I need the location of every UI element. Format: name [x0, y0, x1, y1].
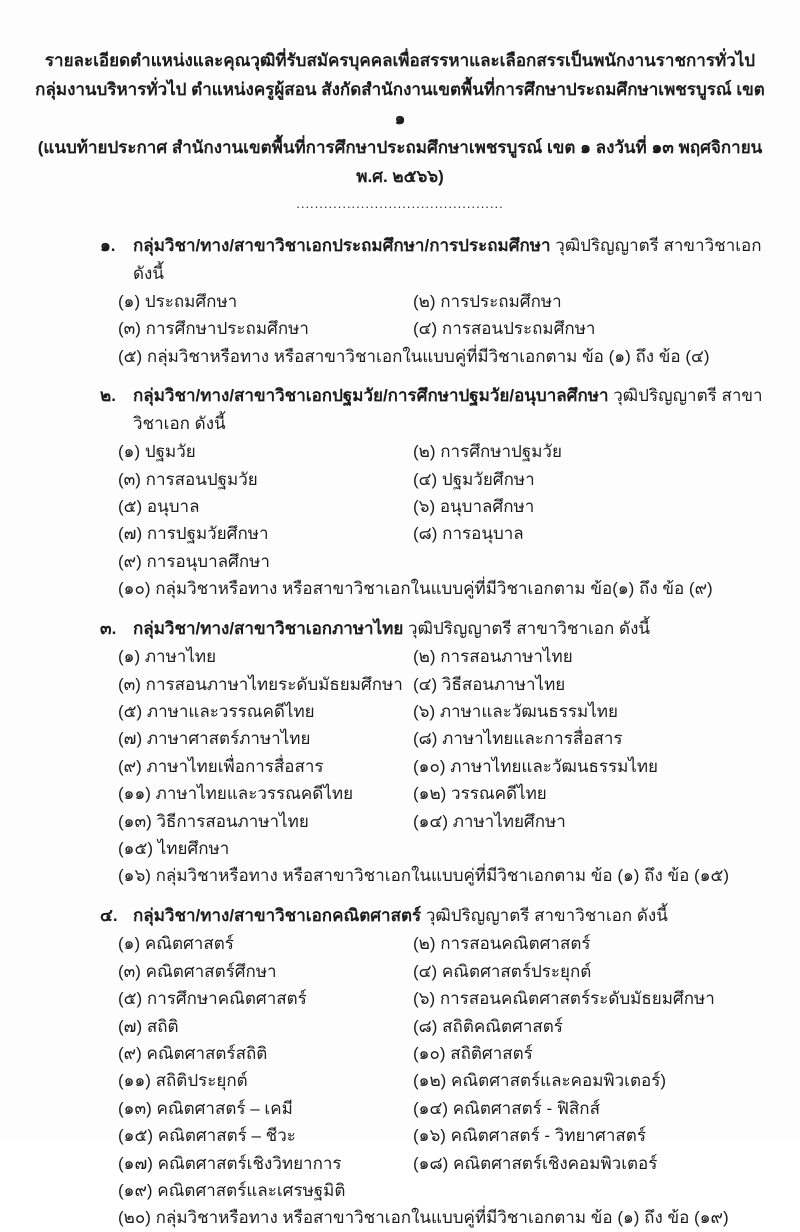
item-row	[118, 343, 770, 370]
subject-item-left: (๑๗) คณิตศาสตร์เชิงวิทยาการ	[118, 1153, 342, 1173]
subject-item-right: (๑๒) คณิตศาสตร์และคอมพิวเตอร์)	[413, 1071, 667, 1091]
section-title-major: กลุ่มวิชา/ทาง/สาขาวิชาเอกคณิตศาสตร์	[133, 905, 422, 925]
item-row	[118, 930, 770, 957]
subject-item-left: (๓) การศึกษาประถมศึกษา	[118, 319, 309, 339]
section-rows	[118, 438, 770, 602]
subject-item-right: (๔) คณิตศาสตร์ประยุกต์	[413, 961, 592, 981]
item-row	[118, 698, 770, 725]
subject-item-left: (๑) คณิตศาสตร์	[118, 934, 234, 954]
subject-item-left: (๑) ประถมศึกษา	[118, 292, 238, 311]
subject-item-right: (๘) การอนุบาล	[413, 524, 524, 544]
section-title-major: กลุ่มวิชา/ทาง/สาขาวิชาเอกภาษาไทย	[133, 618, 404, 638]
subject-item-full: (๑๙) คณิตศาสตร์และเศรษฐมิติ	[118, 1180, 346, 1200]
subject-item-left: (๑) ภาษาไทย	[118, 647, 217, 667]
section-title	[133, 232, 770, 287]
subject-item-right: (๔) ปฐมวัยศึกษา	[413, 469, 535, 489]
section-number: ๔.	[100, 905, 118, 925]
item-row	[118, 835, 770, 862]
item-row	[118, 315, 770, 342]
subject-group-section	[100, 902, 770, 1232]
section-rows	[118, 643, 770, 890]
item-row	[118, 643, 770, 670]
subject-item-right: (๖) ภาษาและวัฒนธรรมไทย	[413, 701, 618, 721]
subject-item-right: (๔) วิธีสอนภาษาไทย	[413, 674, 566, 694]
item-row	[118, 493, 770, 520]
item-row	[118, 1122, 770, 1149]
subject-item-right: (๒) การศึกษาปฐมวัย	[413, 442, 562, 462]
section-title-major: กลุ่มวิชา/ทาง/สาขาวิชาเอกปฐมวัย/การศึกษาปฐมวัย/อนุบาลศึกษา	[133, 386, 609, 406]
subject-item-left: (๑๓) วิธีการสอนภาษาไทย	[118, 811, 309, 831]
section-number: ๒.	[100, 386, 116, 406]
section-rows	[118, 930, 770, 1231]
item-row	[118, 958, 770, 985]
subject-item-full: (๑๖) กลุ่มวิชาหรือทาง หรือสาขาวิชาเอกในแบบคู่ที่มีวิชาเอกตาม ข้อ (๑) ถึง ข้อ (๑๕)	[118, 866, 730, 886]
subject-item-left: (๑๑) สถิติประยุกต์	[118, 1071, 248, 1091]
item-row	[118, 808, 770, 835]
item-row	[118, 725, 770, 752]
subject-item-right: (๑๐) ภาษาไทยและวัฒนธรรมไทย	[413, 756, 659, 776]
subject-item-left: (๗) สถิติ	[118, 1016, 179, 1036]
subject-item-right: (๖) อนุบาลศึกษา	[413, 497, 535, 517]
subject-item-left: (๑๕) คณิตศาสตร์ – ชีวะ	[118, 1126, 296, 1146]
subject-item-right: (๔) การสอนประถมศึกษา	[413, 319, 596, 339]
section-title	[133, 382, 770, 437]
header-line-attachment-note: (แนบท้ายประกาศ สำนักงานเขตพื้นที่การศึกษาประถมศึกษาเพชรบูรณ์ เขต ๑ ลงวันที่ ๑๓ พฤศจิกายน พ.ศ. ๒๕๖๖)	[37, 138, 763, 186]
subject-item-left: (๗) ภาษาศาสตร์ภาษาไทย	[118, 729, 311, 749]
subject-item-right: (๑๐) สถิติศาสตร์	[413, 1043, 533, 1063]
subject-item-left: (๓) การสอนปฐมวัย	[118, 469, 258, 489]
subject-item-left: (๕) การศึกษาคณิตศาสตร์	[118, 989, 307, 1009]
subject-item-left: (๕) ภาษาและวรรณคดีไทย	[118, 701, 315, 721]
subject-item-right: (๑๒) วรรณคดีไทย	[413, 784, 547, 804]
subject-item-left: (๑๑) ภาษาไทยและวรรณคดีไทย	[118, 784, 354, 804]
document-header	[0, 46, 800, 191]
subject-item-right: (๒) การสอนคณิตศาสตร์	[413, 934, 591, 954]
subject-item-right: (๖) การสอนคณิตศาสตร์ระดับมัธยมศึกษา	[413, 989, 715, 1009]
section-heading	[100, 232, 770, 287]
subject-item-left: (๓) การสอนภาษาไทยระดับมัธยมศึกษา	[118, 674, 403, 694]
item-row	[118, 1067, 770, 1094]
item-row	[118, 780, 770, 807]
section-rows	[118, 288, 770, 370]
section-number: ๑.	[100, 236, 116, 255]
subject-item-full: (๕) กลุ่มวิชาหรือทาง หรือสาขาวิชาเอกในแบบคู่ที่มีวิชาเอกตาม ข้อ (๑) ถึง ข้อ (๔)	[118, 346, 710, 366]
item-row	[118, 1040, 770, 1067]
subject-item-left: (๙) ภาษาไทยเพื่อการสื่อสาร	[118, 756, 324, 776]
item-row	[118, 862, 770, 889]
section-heading	[100, 615, 770, 643]
subject-item-right: (๘) สถิติคณิตศาสตร์	[413, 1016, 563, 1036]
subject-item-full: (๙) การอนุบาลศึกษา	[118, 551, 270, 571]
section-title-qualification: วุฒิปริญญาตรี สาขาวิชาเอก ดังนี้	[133, 236, 762, 283]
item-row	[118, 1204, 770, 1231]
item-row	[118, 520, 770, 547]
item-row	[118, 466, 770, 493]
section-title	[133, 615, 650, 643]
item-row	[118, 671, 770, 698]
section-title	[133, 902, 668, 930]
section-number: ๓.	[100, 618, 117, 638]
sections-container	[0, 212, 800, 1232]
header-line-position: กลุ่มงานบริหารทั่วไป ตำแหน่งครูผู้สอน สังกัดสำนักงานเขตพื้นที่การศึกษาประถมศึกษาเพชรบูรณ์ เขต ๑	[35, 80, 765, 128]
item-row	[118, 1177, 770, 1204]
subject-item-right: (๒) การสอนภาษาไทย	[413, 647, 573, 667]
item-row	[118, 985, 770, 1012]
section-title-qualification: วุฒิปริญญาตรี สาขาวิชาเอก ดังนี้	[425, 905, 668, 925]
item-row	[118, 288, 770, 315]
item-row	[118, 1150, 770, 1177]
subject-group-section	[100, 232, 770, 370]
divider-dots: .............................................	[296, 196, 504, 211]
item-row	[118, 753, 770, 780]
subject-item-right: (๑๔) คณิตศาสตร์ - ฟิสิกส์	[413, 1098, 600, 1118]
subject-item-right: (๑๔) ภาษาไทยศึกษา	[413, 811, 566, 831]
header-line-title: รายละเอียดตำแหน่งและคุณวุฒิที่รับสมัครบุคคลเพื่อสรรหาและเลือกสรรเป็นพนักงานราชการทั่วไป	[44, 51, 756, 70]
subject-item-left: (๓) คณิตศาสตร์ศึกษา	[118, 961, 277, 981]
subject-item-left: (๑๓) คณิตศาสตร์ – เคมี	[118, 1098, 293, 1118]
subject-group-section	[100, 615, 770, 890]
subject-item-left: (๗) การปฐมวัยศึกษา	[118, 524, 269, 544]
subject-item-full: (๒๐) กลุ่มวิชาหรือทาง หรือสาขาวิชาเอกในแบบคู่ที่มีวิชาเอกตาม ข้อ (๑) ถึง ข้อ (๑๙)	[118, 1208, 729, 1228]
subject-item-full: (๑๐) กลุ่มวิชาหรือทาง หรือสาขาวิชาเอกในแบบคู่ที่มีวิชาเอกตาม ข้อ(๑) ถึง ข้อ (๙)	[118, 579, 713, 599]
subject-item-right: (๒) การประถมศึกษา	[413, 292, 562, 311]
subject-item-left: (๙) คณิตศาสตร์สถิติ	[118, 1043, 268, 1063]
item-row	[118, 575, 770, 602]
item-row	[118, 548, 770, 575]
section-title-major: กลุ่มวิชา/ทาง/สาขาวิชาเอกประถมศึกษา/การประถมศึกษา	[133, 236, 551, 255]
subject-item-right: (๘) ภาษาไทยและการสื่อสาร	[413, 729, 623, 749]
item-row	[118, 1013, 770, 1040]
subject-item-right: (๑๘) คณิตศาสตร์เชิงคอมพิวเตอร์	[413, 1153, 658, 1173]
subject-item-left: (๑) ปฐมวัย	[118, 442, 196, 462]
section-title-qualification: วุฒิปริญญาตรี สาขาวิชาเอก ดังนี้	[408, 618, 650, 638]
subject-item-left: (๕) อนุบาล	[118, 497, 200, 517]
item-row	[118, 1095, 770, 1122]
subject-item-right: (๑๖) คณิตศาสตร์ - วิทยาศาสตร์	[413, 1126, 646, 1146]
subject-group-section	[100, 382, 770, 602]
section-heading	[100, 382, 770, 437]
section-heading	[100, 902, 770, 930]
section-title-qualification: วุฒิปริญญาตรี สาขาวิชาเอก ดังนี้	[133, 386, 763, 433]
item-row	[118, 438, 770, 465]
subject-item-full: (๑๕) ไทยศึกษา	[118, 839, 230, 858]
